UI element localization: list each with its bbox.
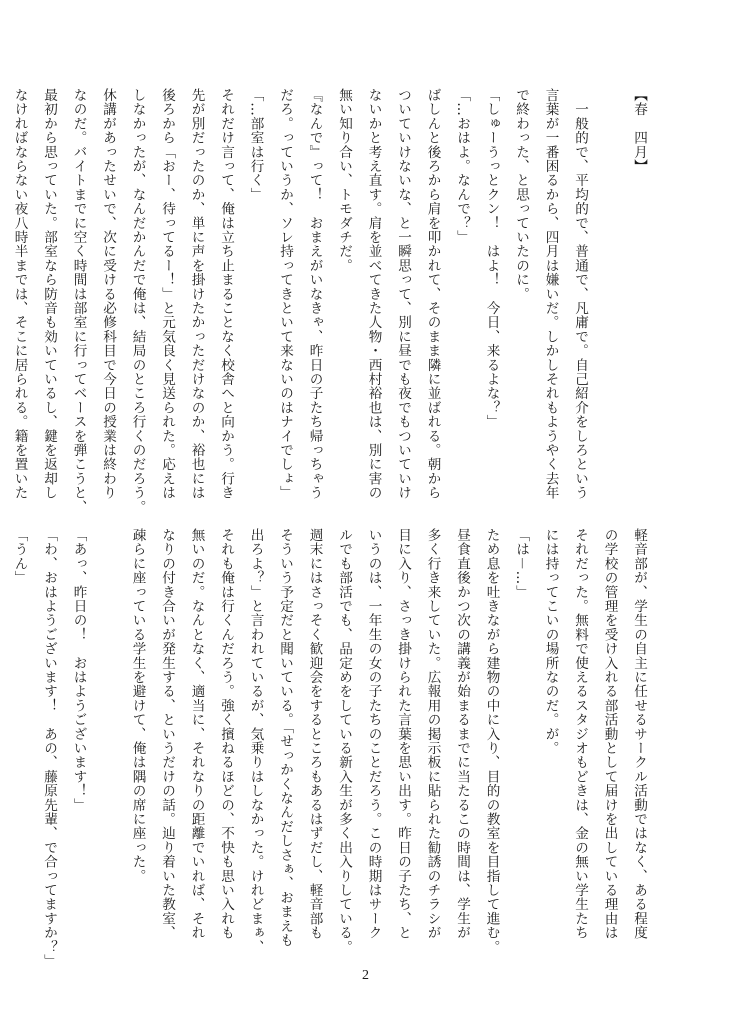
text-line: 後ろから「おー、待ってるー！」と元気良く見送られた。応えは xyxy=(159,88,175,500)
text-line: ため息を吐きながら建物の中に入り、目的の教室を目指して進む。 xyxy=(483,528,500,954)
text-line: 無いのだ。なんとなく、適当に、それなりの距離でいれば、それ xyxy=(188,528,205,940)
text-line: ないかと考え直す。肩を並べてきた人物・西村裕也は、別に害の xyxy=(365,88,382,500)
text-line: 「は－…」 xyxy=(513,528,529,599)
text-line: 「わ、おはようございます！ あの、藤原先輩、で合ってますか？」 xyxy=(41,528,57,969)
text-line: 『なんで』って！ おまえがいなきゃ、昨日の子たち帰っちゃう xyxy=(306,88,323,500)
text-line: 出ろよ？」と言われているが、気乗りはしなかった。けれどまぁ、 xyxy=(247,528,264,954)
text-line: で終わった、と思っていたのに。 xyxy=(513,88,529,301)
text-line: 昼食直後かつ次の講義が始まるまでに当たるこの時間は、学生が xyxy=(454,528,470,940)
text-line: 【春 四月】 xyxy=(631,88,647,174)
text-line: ルでも部活でも、品定めをしている新入生が多く出入りしている。 xyxy=(336,528,352,954)
text-line: しなかったが、なんだかんだで俺は、結局のところ行くのだろう。 xyxy=(129,88,146,514)
text-line: それも俺は行くんだろう。強く擯ねるほどの、不快も思い入れも xyxy=(218,528,234,940)
text-line: いうのは、一年生の女の子たちのことだろう。この時期はサーク xyxy=(365,528,382,940)
text-line: 週末にはさっそく歓迎会をするところもあるはずだし、軽音部も xyxy=(306,528,323,940)
text-line: なのだ。バイトまでに空く時間は部室に行ってベースを弾こうと、 xyxy=(70,88,87,514)
text-line: なければならない夜八時半までは、そこに居られる。籍を置いた xyxy=(11,88,28,500)
text-line: には持ってこいの場所なのだ。が。 xyxy=(542,528,559,756)
text-line: 軽音部が、学生の自主に任せるサークル活動ではなく、ある程度 xyxy=(631,528,647,940)
text-line: 言葉が一番困るから、四月は嫌いだ。しかしそれもようやく去年 xyxy=(542,88,559,500)
text-line: なりの付き合いが発生する、というだけの話。辿り着いた教室、 xyxy=(159,528,175,940)
text-line: の学校の管理を受け入れる部活動として届けを出している理由は xyxy=(601,528,618,940)
text-line: 「…部室は行く」 xyxy=(247,88,264,202)
text-line xyxy=(594,88,624,508)
text-line xyxy=(93,528,123,958)
text-line: 多く行き来していた。広報用の掲示板に貼られた勧誘のチラシが xyxy=(424,528,441,940)
text-line: それだった。無料で使えるスタジオもどきは、金の無い学生たち xyxy=(572,528,588,940)
text-line: 無い知り合い、トモダチだ。 xyxy=(336,88,352,273)
text-line: 目に入り、さっき掛けられた言葉を思い出す。昨日の子たち、と xyxy=(395,528,411,940)
text-line: 一般的で、平均的で、普通で、凡庸で。自己紹介をしろという xyxy=(572,88,588,500)
text-line: 「あっ、昨日の！ おはようございます！」 xyxy=(70,528,87,812)
text-line: 「しゅーうっとクン！ はよ！ 今日、来るよな？」 xyxy=(483,88,500,429)
lower-text-block xyxy=(11,528,653,969)
upper-text-block xyxy=(11,88,653,514)
text-line: そういう予定だと聞いている。「せっかくなんだしさぁ、おまえも xyxy=(277,528,293,948)
text-line: 「うん」 xyxy=(11,528,28,585)
text-line: 疎らに座っている学生を避けて、俺は隅の席に座った。 xyxy=(129,528,146,883)
text-line: ついていけないな、と一瞬思って、別に昼でも夜でもついていけ xyxy=(395,88,411,500)
text-line: ばしんと後ろから肩を叩かれて、そのまま隣に並ばれる。朝から xyxy=(424,88,441,500)
text-line: 「…おはよ。なんで？」 xyxy=(454,88,470,245)
text-line: 先が別だったのか、単に声を掛けたかっただけなのか、裕也には xyxy=(188,88,205,500)
text-line: それだけ言って、俺は立ち止まることなく校舎へと向かう。行き xyxy=(218,88,234,500)
page-number: 2 xyxy=(362,968,369,983)
text-line: 休講があったせいで、次に受ける必修科目で今日の授業は終わり xyxy=(100,88,116,500)
text-line: 最初から思っていた。部室なら防音も効いているし、鍵を返却し xyxy=(41,88,57,500)
text-line: だろ。っていうか、ソレ持ってきといて来ないのはナイでしょ」 xyxy=(277,88,293,500)
